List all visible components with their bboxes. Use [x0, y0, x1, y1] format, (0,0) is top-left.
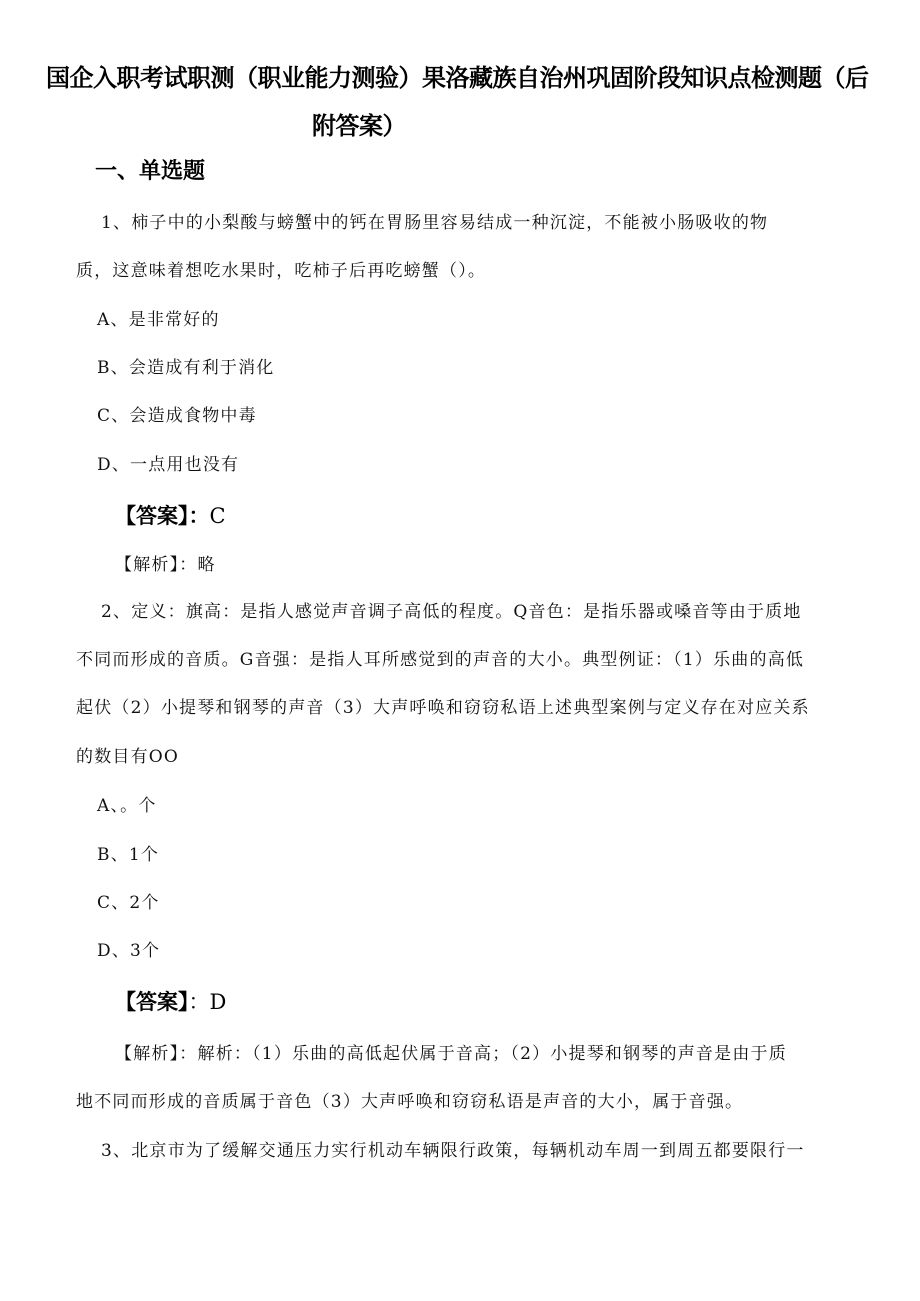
question-2-answer	[115, 986, 226, 1016]
question-1-stem-line-1: 1、柿子中的小梨酸与螃蟹中的钙在胃肠里容易结成一种沉淀，不能被小肠吸收的物	[101, 213, 769, 233]
question-2-answer-label: 【答案】	[115, 990, 189, 1014]
question-2-stem-line-2: 不同而形成的音质。G音强：是指人耳所感觉到的声音的大小。典型例证：（1）乐曲的高低	[76, 650, 805, 670]
section-heading: 一、单选题	[95, 159, 206, 184]
question-2-option-b: B、1个	[97, 845, 160, 865]
question-2-option-a: A、。个	[97, 796, 157, 816]
question-1-analysis: 【解析】：略	[115, 555, 216, 575]
question-2-analysis-line-1: 【解析】：解析：（1）乐曲的高低起伏属于音高；（2）小提琴和钢琴的声音是由于质	[115, 1044, 787, 1064]
document-title-line-1: 国企入职考试职测（职业能力测验）果洛藏族自治州巩固阶段知识点检测题（后	[46, 64, 869, 92]
question-1-option-c: C、会造成食物中毒	[97, 406, 257, 426]
question-1-answer	[115, 500, 226, 530]
question-1-option-a: A、是非常好的	[97, 310, 220, 330]
question-1-stem-line-2: 质，这意味着想吃水果时，吃柿子后再吃螃蟹（）。	[76, 261, 487, 281]
question-1-answer-value: C	[209, 504, 226, 528]
document-title-line-2: 附答案）	[312, 112, 406, 140]
question-1-option-b: B、会造成有利于消化	[97, 358, 275, 378]
question-2-answer-value: ：D	[188, 990, 227, 1014]
question-3-stem-line-1: 3、北京市为了缓解交通压力实行机动车辆限行政策，每辆机动车周一到周五都要限行一	[101, 1141, 805, 1161]
question-2-option-d: D、3个	[97, 941, 161, 961]
question-1-option-d: D、一点用也没有	[97, 455, 240, 475]
question-2-stem-line-3: 起伏（2）小提琴和钢琴的声音（3）大声呼唤和窃窃私语上述典型案例与定义存在对应关系	[76, 698, 810, 718]
question-2-analysis-line-2: 地不同而形成的音质属于音色（3）大声呼唤和窃窃私语是声音的大小，属于音强。	[76, 1092, 744, 1112]
question-2-option-c: C、2个	[97, 893, 160, 913]
question-2-stem-line-4: 的数目有OO	[76, 747, 180, 767]
question-1-answer-label: 【答案】：	[115, 504, 210, 528]
question-2-stem-line-1: 2、定义：旗高：是指人感觉声音调子高低的程度。Q音色：是指乐器或嗓音等由于质地	[101, 602, 802, 622]
